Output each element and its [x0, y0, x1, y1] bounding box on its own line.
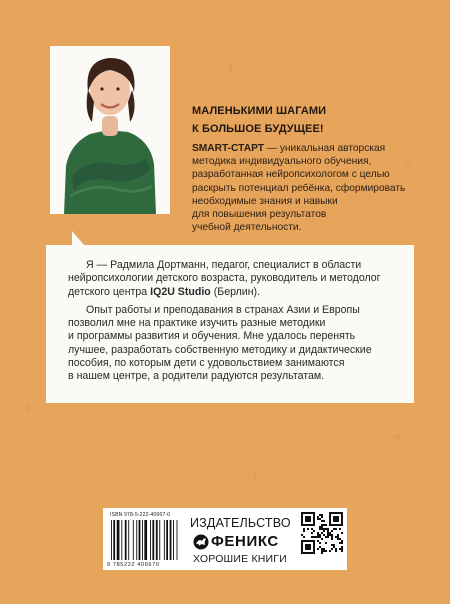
- publisher-tagline: ХОРОШИЕ КНИГИ: [193, 553, 287, 565]
- headline-line-1: МАЛЕНЬКИМИ ШАГАМИ: [192, 105, 327, 117]
- heart-doodle-icon: ♡: [112, 454, 122, 466]
- barcode-publisher-panel: [103, 508, 347, 570]
- moon-doodle-icon: ☾: [228, 63, 238, 75]
- moon-doodle-icon: ☾: [252, 470, 262, 482]
- heart-doodle-icon: ♡: [418, 235, 428, 247]
- phoenix-logo-icon: [193, 534, 209, 550]
- studio-name: IQ2U Studio: [150, 285, 211, 298]
- author-bio-card: [46, 245, 414, 403]
- publisher-label: ИЗДАТЕЛЬСТВО: [190, 516, 291, 530]
- brand-name: SMART-СТАРТ: [192, 143, 264, 154]
- isbn-number: ISBN 978-5-222-40667-0: [110, 512, 171, 518]
- heart-doodle-icon: ♡: [26, 214, 36, 226]
- heart-doodle-icon: ♡: [222, 446, 232, 458]
- intro-line-6: для повышения результатов: [192, 209, 327, 221]
- bio-paragraph-1: Я — Радмила Дортманн, педагог, специалист в области нейропсихологии детского возраста, руководитель и методолог детского центра IQ2U Studio (Берлин).: [68, 259, 381, 298]
- heart-doodle-icon: ♡: [404, 541, 414, 553]
- heart-doodle-icon: ♡: [404, 159, 414, 171]
- heart-doodle-icon: ♡: [376, 47, 386, 59]
- intro-line-4: раскрыть потенциал ребёнка, сформировать: [192, 182, 406, 194]
- publisher-name: ФЕНИКС: [211, 533, 279, 550]
- bio-paragraph-2: Опыт работы и преподавания в странах Азии и Европы позволил мне на практике изучить разные методики и программы развития и обучения. Мне удалось перенять лучшее, разработать собственную методику и дидактические пособия, по которым дети с удовольствием занимаются в нашем центре, а родители радуются результатам.: [68, 303, 372, 383]
- intro-line-5: необходимые знания и навыки: [192, 195, 338, 207]
- author-photo: [50, 46, 170, 214]
- qr-code-icon: [301, 512, 343, 554]
- moon-doodle-icon: ☾: [24, 403, 34, 415]
- headline: [192, 102, 422, 138]
- author-bio-text: [68, 259, 402, 389]
- barcode-digits: 9 785222 406670: [107, 562, 160, 568]
- heart-doodle-icon: ♡: [58, 506, 68, 518]
- intro-paragraph: [192, 142, 424, 234]
- headline-line-2: К БОЛЬШОЕ БУДУЩЕЕ!: [192, 123, 324, 135]
- intro-line-3: разработанная нейропсихологом с целью: [192, 169, 390, 181]
- intro-line-2: методика индивидуального обучения,: [192, 156, 372, 168]
- intro-line-7: учебной деятельности.: [192, 222, 302, 234]
- author-portrait-illustration: [50, 46, 170, 214]
- speech-bubble-notch: [72, 231, 84, 245]
- intro-line-1: SMART-СТАРТ — уникальная авторская: [192, 143, 386, 154]
- barcode-icon: [111, 520, 181, 561]
- star-doodle-icon: ✧: [393, 432, 403, 444]
- heart-doodle-icon: ♡: [22, 39, 32, 51]
